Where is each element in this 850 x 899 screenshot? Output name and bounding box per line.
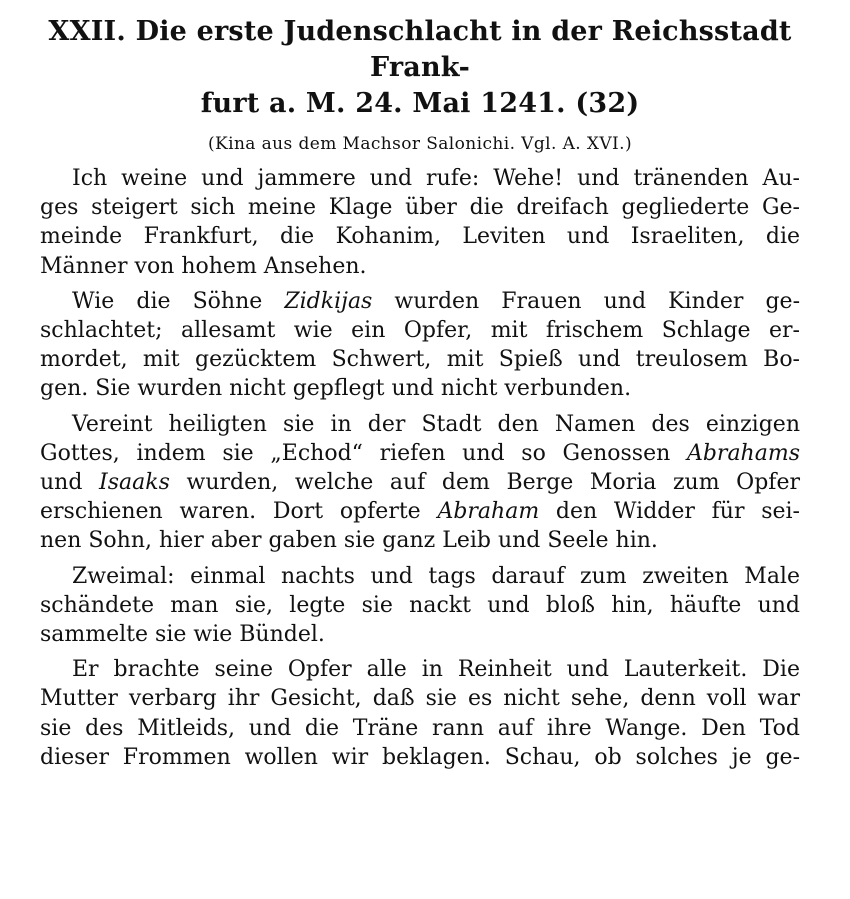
- text-line: schlachtet; allesamt wie ein Opfer, mit frischem Schlage er-: [40, 318, 800, 344]
- text-segment: und: [40, 470, 100, 496]
- text-segment: Wie die Söhne: [72, 288, 285, 314]
- text-segment: wurden Frauen und Kinder ge-: [372, 288, 800, 314]
- text-line: schändete man sie, legte sie nackt und bloß hin, häufte und: [40, 592, 800, 618]
- paragraph-2: [40, 287, 800, 404]
- text-segment: den Widder für sei-: [539, 499, 800, 525]
- italic-name: Abraham: [437, 499, 540, 525]
- text-line: meinde Frankfurt, die Kohanim, Leviten und Israeliten, die: [40, 224, 800, 250]
- text-line: gen. Sie wurden nicht gepflegt und nicht verbunden.: [40, 376, 632, 402]
- text-line: dieser Frommen wollen wir beklagen. Schau, ob solches je ge-: [40, 744, 800, 770]
- text-line: Vereint heiligten sie in der Stadt den Namen des einzigen: [72, 411, 800, 437]
- text-line: Zweimal: einmal nachts und tags darauf zum zweiten Male: [72, 563, 800, 589]
- text-segment: erschienen waren. Dort opferte: [40, 499, 438, 525]
- heading-line-1: XXII. Die erste Judenschlacht in der Reichsstadt Frank-: [48, 16, 792, 83]
- text-segment: Gottes, indem sie „Echod“ riefen und so Genossen: [40, 440, 687, 466]
- text-line: [40, 468, 800, 497]
- paragraph-5: [40, 655, 800, 772]
- paragraph-4: [40, 562, 800, 650]
- text-line: Ich weine und jammere und rufe: Wehe! und tränenden Au-: [72, 166, 800, 191]
- text-line: [40, 497, 800, 526]
- text-line: Männer von hohem Ansehen.: [40, 253, 367, 279]
- heading-line-2: furt a. M. 24. Mai 1241. (32): [200, 88, 640, 119]
- document-page: [40, 14, 800, 772]
- italic-name: Zidkijas: [284, 288, 373, 314]
- text-line: ges steigert sich meine Klage über die dreifach gegliederte Ge-: [40, 195, 800, 221]
- text-line: sie des Mitleids, und die Träne rann auf ihre Wange. Den Tod: [40, 715, 800, 741]
- text-line: Er brachte seine Opfer alle in Reinheit und Lauterkeit. Die: [72, 657, 800, 683]
- text-segment: wurden, welche auf dem Berge Moria zum Opfer: [169, 470, 800, 496]
- paragraph-3: [40, 410, 800, 556]
- text-line: Mutter verbarg ihr Gesicht, daß sie es nicht sehe, denn voll war: [40, 686, 800, 712]
- text-line: [40, 439, 800, 468]
- chapter-heading: [40, 14, 800, 122]
- paragraph-1: [40, 164, 800, 281]
- text-line: sammelte sie wie Bündel.: [40, 622, 325, 648]
- italic-name: Abrahams: [686, 440, 800, 466]
- italic-name: Isaaks: [99, 470, 170, 496]
- source-note: (Kina aus dem Machsor Salonichi. Vgl. A. XVI.): [207, 134, 632, 154]
- text-line: nen Sohn, hier aber gaben sie ganz Leib und Seele hin.: [40, 528, 658, 554]
- text-line: [40, 287, 800, 316]
- text-line: mordet, mit gezücktem Schwert, mit Spieß und treulosem Bo-: [40, 347, 800, 373]
